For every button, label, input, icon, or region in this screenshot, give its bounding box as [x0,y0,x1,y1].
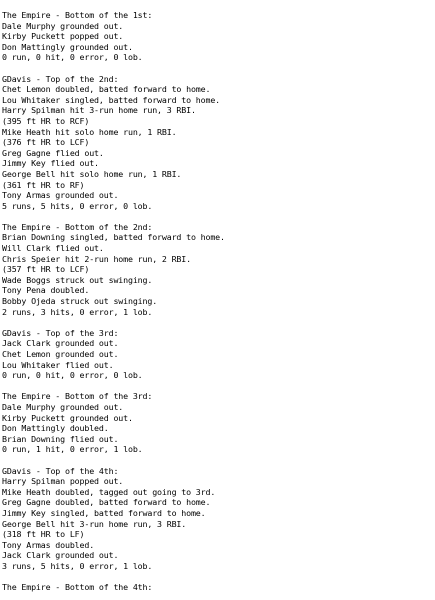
play-line: Don Mattingly grounded out. [2,41,133,52]
play-line: 0 run, 0 hit, 0 error, 0 lob. [2,52,143,63]
play-line: 3 runs, 5 hits, 0 error, 1 lob. [2,560,153,571]
inning-block [2,74,435,212]
play-line: Mike Heath hit solo home run, 1 RBI. [2,126,177,137]
inning-block [2,466,435,572]
play-line: Lou Whitaker flied out. [2,359,114,370]
play-line: Jack Clark grounded out. [2,550,119,561]
inning-block [2,328,435,381]
play-line: Bobby Ojeda struck out swinging. [2,296,158,307]
play-line: Chris Speier hit 2-run home run, 2 RBI. [2,253,191,264]
play-line: Greg Gagne flied out. [2,147,104,158]
play-line: Harry Spilman hit 3-run home run, 3 RBI. [2,105,196,116]
inning-header: The Empire - Bottom of the 3rd: [2,391,153,402]
play-line: (361 ft HR to RF) [2,179,85,190]
play-line: Jack Clark grounded out. [2,338,119,349]
play-line: 0 run, 0 hit, 0 error, 0 lob. [2,370,143,381]
inning-header: The Empire - Bottom of the 1st: [2,10,153,20]
play-line: Wade Boggs struck out swinging. [2,274,153,285]
play-line: Brian Downing singled, batted forward to home. [2,232,225,243]
play-line: George Bell hit 3-run home run, 3 RBI. [2,518,187,529]
play-line: 5 runs, 5 hits, 0 error, 0 lob. [2,200,153,211]
inning-block [2,10,435,63]
play-line: Kirby Puckett grounded out. [2,412,133,423]
play-line: 0 run, 1 hit, 0 error, 1 lob. [2,444,143,455]
inning-header: The Empire - Bottom of the 2nd: [2,221,153,232]
play-line: Tony Armas grounded out. [2,190,119,201]
inning-header: GDavis - Top of the 3rd: [2,327,119,338]
play-line: Dale Murphy grounded out. [2,401,124,412]
play-line: (376 ft HR to LCF) [2,137,90,148]
play-line: Mike Heath doubled, tagged out going to 3rd. [2,486,216,497]
play-line: Tony Armas doubled. [2,539,95,550]
play-line: Kirby Puckett popped out. [2,31,124,42]
inning-block [2,222,435,317]
inning-header: The Empire - Bottom of the 4th: [2,582,153,593]
play-line: Jimmy Key flied out. [2,158,99,169]
play-line: Lou Whitaker singled, batted forward to home. [2,94,221,105]
play-line: Brian Downing flied out. [2,433,119,444]
play-line: (318 ft HR to LF) [2,529,85,540]
play-line: (357 ft HR to LCF) [2,264,90,275]
play-line: Don Mattingly doubled. [2,423,109,434]
play-line: Chet Lemon grounded out. [2,349,119,359]
play-line: Harry Spilman popped out. [2,476,124,487]
play-line: George Bell hit solo home run, 1 RBI. [2,168,182,179]
play-line: Greg Gagne doubled, batted forward to home. [2,497,211,508]
inning-header: GDavis - Top of the 2nd: [2,73,119,84]
inning-header: GDavis - Top of the 4th: [2,465,119,476]
play-line: Chet Lemon doubled, batted forward to home. [2,84,211,95]
play-line: (395 ft HR to RCF) [2,115,90,126]
play-line: Dale Murphy grounded out. [2,20,124,31]
inning-block [2,391,435,455]
play-line: Will Clark flied out. [2,243,104,254]
inning-block [2,582,435,593]
play-line: Jimmy Key singled, batted forward to home. [2,507,206,518]
play-line: 2 runs, 3 hits, 0 error, 1 lob. [2,306,153,317]
play-line: Tony Pena doubled. [2,285,90,296]
